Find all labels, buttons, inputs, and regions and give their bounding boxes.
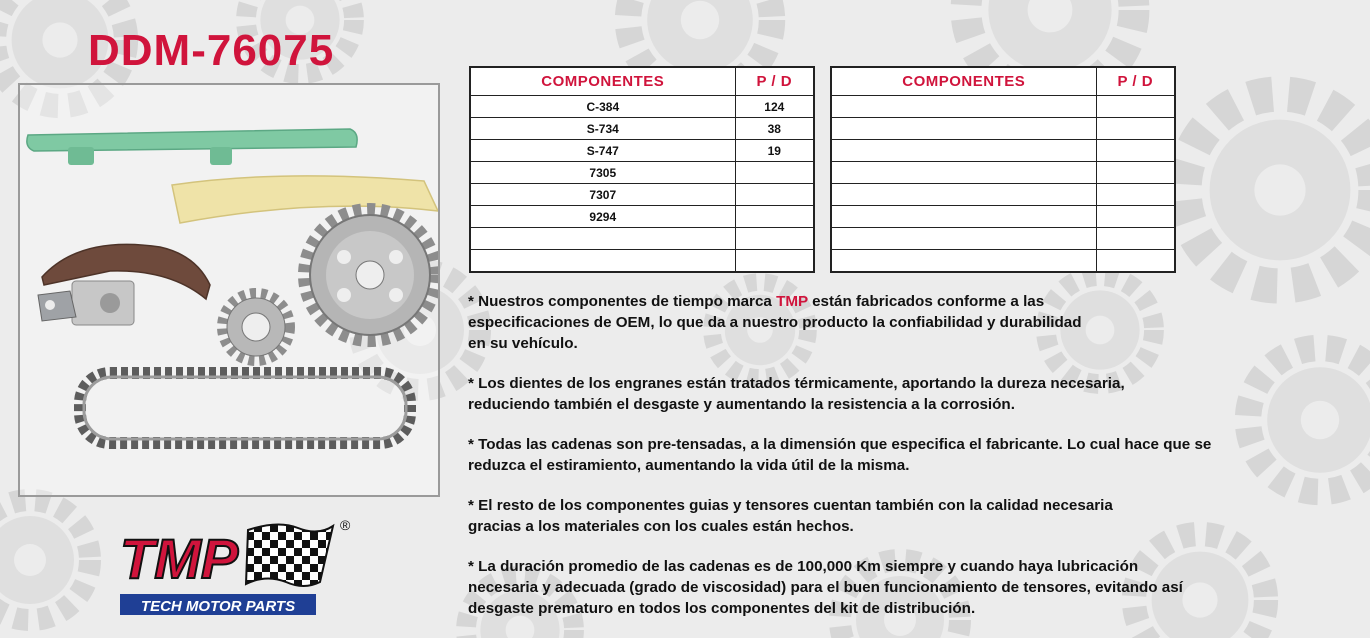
checkered-flag-icon (246, 524, 333, 586)
table-row (831, 96, 1175, 118)
component-cell (831, 162, 1096, 184)
pd-cell (1096, 162, 1175, 184)
components-table-left (469, 66, 815, 273)
col-header-pd: P / D (735, 67, 814, 96)
table-row (831, 140, 1175, 162)
table-row (831, 206, 1175, 228)
pd-cell (735, 206, 814, 228)
component-cell: 9294 (470, 206, 735, 228)
component-cell (831, 228, 1096, 250)
crankshaft-sprocket (222, 293, 290, 361)
green-chain-guide (27, 129, 357, 165)
col-header-componentes: COMPONENTES (470, 67, 735, 96)
table-row (470, 118, 814, 140)
page-title: DDM-76075 (88, 26, 335, 75)
pd-cell: 19 (735, 140, 814, 162)
table-row (831, 184, 1175, 206)
pd-cell: 38 (735, 118, 814, 140)
pd-cell (1096, 206, 1175, 228)
note-guides: * El resto de los componentes guias y tensores cuentan también con la calidad necesaria gracias a los materiales con los cuales están hechos. (468, 497, 1113, 535)
pd-cell (1096, 184, 1175, 206)
component-cell: C-384 (470, 96, 735, 118)
pd-cell (1096, 96, 1175, 118)
brand-highlight: TMP (776, 293, 808, 310)
component-cell (470, 250, 735, 273)
component-cell: 7307 (470, 184, 735, 206)
table-row (470, 250, 814, 273)
component-cell (831, 206, 1096, 228)
note-gears: * Los dientes de los engranes están tratados térmicamente, aportando la dureza necesaria, reduciendo también el desgaste y aumentando la resistencia a la corrosión. (468, 375, 1125, 413)
pd-cell (1096, 228, 1175, 250)
col-header-pd: P / D (1096, 67, 1175, 96)
timing-chain (80, 373, 410, 443)
component-cell (831, 140, 1096, 162)
component-cell: S-734 (470, 118, 735, 140)
table-row (470, 162, 814, 184)
pd-cell (735, 250, 814, 273)
logo-tagline: TECH MOTOR PARTS (140, 598, 296, 615)
table-row (831, 250, 1175, 273)
table-row (470, 96, 814, 118)
table-row (831, 118, 1175, 140)
pd-cell (1096, 140, 1175, 162)
component-cell: S-747 (470, 140, 735, 162)
component-cell (831, 250, 1096, 273)
pd-cell: 124 (735, 96, 814, 118)
table-row (831, 162, 1175, 184)
table-row (470, 206, 814, 228)
table-row (470, 140, 814, 162)
table-row (470, 184, 814, 206)
pd-cell (735, 184, 814, 206)
pd-cell (735, 228, 814, 250)
registered-mark: ® (340, 517, 351, 533)
logo-brand: TMP (120, 527, 239, 590)
note-chains: * Todas las cadenas son pre-tensadas, a la dimensión que especifica el fabricante. Lo cual hace que se reduzca el estiramiento, aumentando la vida útil de la misma. (468, 436, 1212, 474)
component-cell (831, 184, 1096, 206)
table-row (831, 228, 1175, 250)
component-cell (470, 228, 735, 250)
product-notes (468, 291, 1358, 638)
note-duration: * La duración promedio de las cadenas es de 100,000 Km siempre y cuando haya lubricación necesaria y adecuada (grado de viscosidad) para el buen funcionamiento de tensores, evitando así desgaste prematuro en todos los componentes del kit de distribución. (468, 558, 1183, 617)
pd-cell (735, 162, 814, 184)
component-cell: 7305 (470, 162, 735, 184)
table-row (470, 228, 814, 250)
tensioner-arm (38, 244, 210, 325)
col-header-componentes: COMPONENTES (831, 67, 1096, 96)
camshaft-sprocket (304, 209, 436, 341)
product-photo (18, 83, 440, 497)
note-oem: * Nuestros componentes de tiempo marca TMP están fabricados conforme a las especificaciones de OEM, lo que da a nuestro producto la confiabilidad y durabilidad en su vehículo. (468, 293, 1082, 352)
pd-cell (1096, 118, 1175, 140)
pd-cell (1096, 250, 1175, 273)
component-cell (831, 96, 1096, 118)
tmp-logo (118, 516, 358, 616)
component-cell (831, 118, 1096, 140)
components-table-right (830, 66, 1176, 273)
